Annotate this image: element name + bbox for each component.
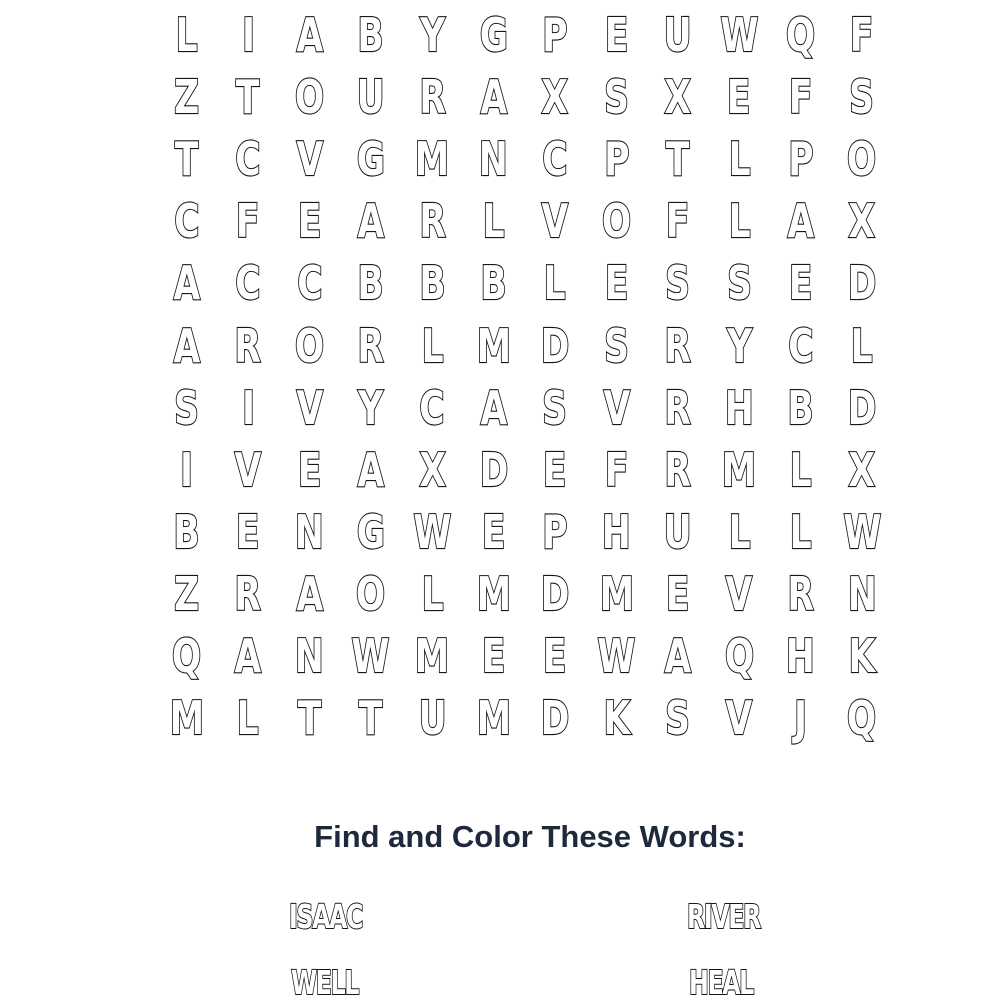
grid-letter-glyph: D [847, 380, 877, 435]
grid-letter[interactable] [402, 128, 463, 190]
grid-letter[interactable] [340, 190, 401, 252]
grid-letter-glyph: S [604, 318, 629, 373]
grid-letter-glyph: H [724, 380, 754, 435]
grid-letter[interactable] [402, 439, 463, 501]
grid-letter-glyph: D [540, 566, 570, 621]
grid-letter-glyph: A [296, 8, 323, 63]
grid-letter[interactable] [402, 687, 463, 749]
grid-letter-glyph: L [850, 318, 873, 373]
grid-letter-glyph: R [357, 318, 385, 373]
grid-letter[interactable] [217, 190, 278, 252]
grid-letter-glyph: Q [172, 628, 202, 683]
grid-letter-glyph: E [727, 70, 751, 125]
grid-letter[interactable] [831, 563, 892, 625]
grid-letter-glyph: P [542, 504, 568, 559]
grid-letter[interactable] [647, 66, 708, 128]
grid-letter-glyph: T [236, 70, 260, 125]
grid-letter[interactable] [770, 252, 831, 314]
word-list-title: Find and Color These Words: [314, 819, 746, 854]
grid-letter[interactable] [217, 66, 278, 128]
grid-letter[interactable] [831, 625, 892, 687]
grid-letter-glyph: U [418, 691, 447, 746]
grid-letter-glyph: L [789, 504, 812, 559]
grid-letter[interactable] [217, 501, 278, 563]
grid-letter-glyph: E [297, 442, 322, 497]
grid-letter[interactable] [709, 563, 770, 625]
grid-letter[interactable] [770, 625, 831, 687]
grid-letter-glyph: J [794, 691, 808, 746]
grid-letter-glyph: L [482, 194, 505, 249]
grid-letter[interactable] [524, 439, 585, 501]
grid-letter-glyph: Z [174, 566, 200, 621]
grid-letter[interactable] [586, 687, 647, 749]
grid-letter-glyph: L [728, 504, 751, 559]
grid-letter-glyph: E [236, 504, 260, 559]
grid-letter-glyph: U [356, 70, 385, 125]
grid-letter-glyph: L [728, 132, 751, 187]
grid-letter[interactable] [340, 128, 401, 190]
grid-letter-glyph: H [601, 504, 631, 559]
grid-letter-glyph: Y [726, 318, 752, 373]
grid-letter[interactable] [831, 252, 892, 314]
grid-letter-glyph: P [787, 132, 814, 187]
grid-letter-glyph: E [788, 256, 813, 311]
grid-letter-glyph: X [664, 70, 692, 125]
grid-letter-glyph: D [540, 318, 570, 373]
grid-letter[interactable] [647, 439, 708, 501]
grid-letter-glyph: M [476, 566, 511, 621]
grid-letter-glyph: V [725, 566, 753, 621]
grid-letter[interactable] [647, 687, 708, 749]
grid-letter-glyph: V [296, 132, 323, 187]
grid-letter-glyph: O [294, 318, 325, 373]
grid-letter[interactable] [831, 4, 892, 66]
grid-letter[interactable] [524, 625, 585, 687]
grid-letter-glyph: E [543, 442, 567, 497]
grid-letter[interactable] [463, 625, 524, 687]
grid-letter[interactable] [217, 314, 278, 376]
grid-letter-glyph: X [418, 442, 446, 497]
grid-letter[interactable] [647, 4, 708, 66]
grid-letter-glyph: O [356, 566, 386, 621]
grid-letter-glyph: D [479, 442, 508, 497]
grid-letter-glyph: V [541, 194, 569, 249]
grid-letter[interactable] [647, 625, 708, 687]
grid-letter-glyph: R [418, 194, 446, 249]
grid-letter[interactable] [217, 252, 278, 314]
grid-letter[interactable] [463, 252, 524, 314]
grid-letter-glyph: M [722, 442, 757, 497]
grid-letter-glyph: C [235, 132, 261, 187]
grid-letter-glyph: R [664, 442, 692, 497]
grid-letter[interactable] [340, 4, 401, 66]
grid-letter-glyph: E [481, 628, 506, 683]
grid-letter[interactable] [586, 128, 647, 190]
grid-letter[interactable] [156, 128, 217, 190]
grid-letter-glyph: Q [724, 628, 754, 683]
grid-letter[interactable] [524, 252, 585, 314]
grid-letter[interactable] [586, 563, 647, 625]
grid-letter[interactable] [831, 314, 892, 376]
grid-letter[interactable] [156, 687, 217, 749]
grid-letter[interactable] [279, 501, 340, 563]
grid-letter[interactable] [340, 66, 401, 128]
grid-letter[interactable] [770, 128, 831, 190]
grid-letter-glyph: B [480, 256, 507, 311]
grid-letter-glyph: A [480, 70, 508, 125]
grid-letter[interactable] [524, 128, 585, 190]
grid-letter[interactable] [709, 314, 770, 376]
grid-letter[interactable] [709, 66, 770, 128]
grid-letter[interactable] [831, 66, 892, 128]
grid-letter[interactable] [709, 128, 770, 190]
grid-letter-glyph: D [540, 691, 570, 746]
grid-letter-glyph: G [356, 504, 386, 559]
grid-letter[interactable] [340, 377, 401, 439]
grid-letter[interactable] [709, 625, 770, 687]
grid-letter-glyph: I [241, 380, 255, 435]
grid-letter[interactable] [709, 501, 770, 563]
grid-letter[interactable] [217, 625, 278, 687]
grid-letter[interactable] [524, 501, 585, 563]
grid-letter[interactable] [156, 563, 217, 625]
grid-letter-glyph: M [415, 628, 450, 683]
grid-letter-glyph: X [848, 194, 876, 249]
grid-letter-glyph: F [666, 194, 690, 249]
grid-letter-glyph: G [479, 8, 508, 63]
grid-letter[interactable] [463, 563, 524, 625]
grid-letter-glyph: B [357, 8, 385, 63]
grid-letter[interactable] [709, 252, 770, 314]
grid-letter[interactable] [709, 439, 770, 501]
grid-letter-glyph: M [476, 318, 511, 373]
grid-letter-glyph: O [847, 132, 877, 187]
grid-letter[interactable] [463, 501, 524, 563]
grid-letter[interactable] [831, 377, 892, 439]
grid-letter[interactable] [770, 377, 831, 439]
grid-letter-glyph: M [476, 691, 511, 746]
grid-letter[interactable] [647, 563, 708, 625]
grid-letter[interactable] [402, 563, 463, 625]
grid-letter[interactable] [402, 314, 463, 376]
grid-letter-glyph: A [173, 256, 201, 311]
grid-letter-glyph: V [603, 380, 630, 435]
grid-letter[interactable] [279, 439, 340, 501]
grid-letter[interactable] [402, 252, 463, 314]
grid-letter-glyph: O [294, 70, 325, 125]
grid-letter-glyph: S [604, 70, 629, 125]
grid-letter-glyph: V [234, 442, 262, 497]
grid-letter[interactable] [463, 4, 524, 66]
grid-letter-glyph: S [542, 380, 568, 435]
grid-letter[interactable] [340, 314, 401, 376]
grid-letter[interactable] [647, 128, 708, 190]
grid-letter[interactable] [340, 625, 401, 687]
grid-letter-glyph: W [413, 504, 452, 559]
grid-letter[interactable] [831, 128, 892, 190]
grid-letter-glyph: E [604, 8, 629, 63]
grid-letter[interactable] [217, 563, 278, 625]
grid-letter-glyph: I [180, 442, 194, 497]
grid-letter[interactable] [524, 563, 585, 625]
grid-letter[interactable] [647, 501, 708, 563]
grid-letter[interactable] [402, 66, 463, 128]
grid-letter[interactable] [217, 377, 278, 439]
grid-letter-glyph: Z [174, 70, 200, 125]
grid-letter-glyph: R [664, 380, 692, 435]
grid-letter[interactable] [463, 439, 524, 501]
grid-letter[interactable] [647, 314, 708, 376]
grid-letter-glyph: Q [847, 691, 877, 746]
grid-letter-glyph: V [725, 691, 753, 746]
grid-letter-glyph: M [169, 691, 204, 746]
grid-letter[interactable] [463, 128, 524, 190]
grid-letter[interactable] [524, 66, 585, 128]
word-list-item-heal: HEAL [689, 963, 753, 1002]
grid-letter[interactable] [463, 687, 524, 749]
grid-letter[interactable] [340, 501, 401, 563]
grid-letter-glyph: R [234, 566, 262, 621]
grid-letter-glyph: M [415, 132, 450, 187]
grid-letter-glyph: N [847, 566, 877, 621]
grid-letter-glyph: A [357, 442, 385, 497]
grid-letter-glyph: W [842, 504, 882, 559]
grid-letter[interactable] [770, 687, 831, 749]
grid-letter[interactable] [156, 190, 217, 252]
grid-letter-glyph: A [664, 628, 692, 683]
grid-letter-glyph: F [788, 70, 813, 125]
grid-letter[interactable] [463, 314, 524, 376]
grid-letter[interactable] [770, 563, 831, 625]
grid-letter-glyph: S [726, 256, 752, 311]
grid-letter-glyph: C [419, 380, 445, 435]
grid-letter[interactable] [402, 190, 463, 252]
grid-letter-glyph: B [173, 504, 200, 559]
grid-letter-glyph: L [544, 256, 567, 311]
grid-letter-glyph: T [359, 691, 383, 746]
grid-letter-glyph: R [664, 318, 692, 373]
grid-letter[interactable] [586, 314, 647, 376]
grid-letter-glyph: N [479, 132, 509, 187]
grid-letter-glyph: R [418, 70, 446, 125]
grid-letter-glyph: L [421, 566, 444, 621]
grid-letter[interactable] [463, 377, 524, 439]
grid-letter-glyph: W [351, 628, 390, 683]
grid-letter[interactable] [524, 377, 585, 439]
grid-letter[interactable] [156, 252, 217, 314]
grid-letter-glyph: V [296, 380, 323, 435]
grid-letter[interactable] [831, 190, 892, 252]
grid-letter[interactable] [586, 625, 647, 687]
grid-letter-glyph: U [663, 8, 692, 63]
grid-letter[interactable] [279, 4, 340, 66]
grid-letter[interactable] [217, 687, 278, 749]
grid-letter[interactable] [709, 190, 770, 252]
grid-letter[interactable] [647, 252, 708, 314]
grid-letter[interactable] [402, 377, 463, 439]
grid-letter[interactable] [463, 66, 524, 128]
grid-letter[interactable] [156, 377, 217, 439]
grid-letter-glyph: A [357, 194, 385, 249]
grid-letter[interactable] [217, 128, 278, 190]
grid-letter-glyph: W [720, 8, 759, 63]
grid-letter-glyph: S [174, 380, 200, 435]
grid-letter-glyph: C [174, 194, 200, 249]
grid-letter-glyph: L [421, 318, 444, 373]
grid-letter-glyph: A [296, 566, 323, 621]
grid-letter[interactable] [156, 439, 217, 501]
grid-letter[interactable] [586, 501, 647, 563]
grid-letter[interactable] [586, 66, 647, 128]
grid-letter-glyph: A [234, 628, 262, 683]
grid-letter[interactable] [279, 687, 340, 749]
grid-letter[interactable] [340, 252, 401, 314]
grid-letter-glyph: L [175, 8, 198, 63]
grid-letter[interactable] [156, 625, 217, 687]
grid-letter[interactable] [402, 4, 463, 66]
grid-letter-glyph: D [847, 256, 877, 311]
grid-letter-glyph: O [601, 194, 632, 249]
grid-letter[interactable] [586, 4, 647, 66]
grid-letter[interactable] [831, 501, 892, 563]
grid-letter[interactable] [463, 190, 524, 252]
word-list-item-isaac: ISAAC [289, 897, 362, 936]
grid-letter[interactable] [586, 377, 647, 439]
grid-letter-glyph: T [174, 132, 199, 187]
grid-letter-glyph: A [787, 194, 814, 249]
grid-letter[interactable] [217, 4, 278, 66]
grid-letter[interactable] [402, 625, 463, 687]
grid-letter-glyph: E [604, 256, 629, 311]
grid-letter-glyph: N [295, 504, 324, 559]
grid-letter-glyph: Y [358, 380, 384, 435]
grid-letter-glyph: P [603, 132, 630, 187]
word-search-grid [156, 4, 893, 749]
grid-letter-glyph: C [235, 256, 261, 311]
grid-letter-glyph: T [297, 691, 322, 746]
grid-letter[interactable] [586, 439, 647, 501]
grid-letter[interactable] [770, 439, 831, 501]
grid-letter-glyph: A [480, 380, 508, 435]
grid-letter-glyph: F [850, 8, 874, 63]
grid-letter[interactable] [770, 66, 831, 128]
grid-letter[interactable] [770, 4, 831, 66]
grid-letter[interactable] [709, 377, 770, 439]
grid-letter[interactable] [279, 66, 340, 128]
grid-letter[interactable] [279, 625, 340, 687]
grid-letter[interactable] [340, 687, 401, 749]
grid-letter-glyph: X [848, 442, 876, 497]
grid-letter[interactable] [402, 501, 463, 563]
grid-letter[interactable] [279, 377, 340, 439]
grid-letter-glyph: R [234, 318, 262, 373]
grid-letter-glyph: S [849, 70, 875, 125]
grid-letter-glyph: E [297, 194, 322, 249]
grid-letter-glyph: E [481, 504, 506, 559]
grid-letter-glyph: L [728, 194, 751, 249]
grid-letter[interactable] [156, 314, 217, 376]
grid-letter-glyph: C [542, 132, 568, 187]
word-list-item-river: RIVER [687, 897, 760, 936]
grid-letter-glyph: L [237, 691, 260, 746]
grid-letter[interactable] [156, 66, 217, 128]
grid-letter-glyph: K [848, 628, 876, 683]
grid-letter[interactable] [709, 687, 770, 749]
grid-letter-glyph: S [665, 256, 691, 311]
grid-letter-glyph: N [295, 628, 324, 683]
grid-letter[interactable] [709, 4, 770, 66]
grid-letter[interactable] [156, 4, 217, 66]
grid-letter[interactable] [524, 687, 585, 749]
grid-letter[interactable] [340, 563, 401, 625]
grid-letter-glyph: K [603, 691, 630, 746]
grid-letter-glyph: B [419, 256, 446, 311]
grid-letter[interactable] [524, 4, 585, 66]
grid-letter[interactable] [279, 190, 340, 252]
grid-letter[interactable] [647, 377, 708, 439]
grid-letter-glyph: E [543, 628, 567, 683]
grid-letter-glyph: B [787, 380, 814, 435]
grid-letter-glyph: H [786, 628, 816, 683]
grid-letter[interactable] [279, 128, 340, 190]
grid-letter[interactable] [831, 439, 892, 501]
grid-letter-glyph: X [541, 70, 569, 125]
grid-letter-glyph: C [787, 318, 814, 373]
grid-letter[interactable] [770, 190, 831, 252]
grid-letter[interactable] [831, 687, 892, 749]
grid-letter[interactable] [279, 563, 340, 625]
grid-letter[interactable] [279, 252, 340, 314]
grid-letter-glyph: C [296, 256, 323, 311]
grid-letter-glyph: I [241, 8, 255, 63]
grid-letter-glyph: F [604, 442, 629, 497]
grid-letter-glyph: A [173, 318, 201, 373]
grid-letter[interactable] [524, 190, 585, 252]
grid-letter[interactable] [524, 314, 585, 376]
grid-letter-glyph: P [542, 8, 568, 63]
grid-letter[interactable] [586, 252, 647, 314]
grid-letter-glyph: W [597, 628, 636, 683]
grid-letter-glyph: T [666, 132, 690, 187]
grid-letter[interactable] [156, 501, 217, 563]
grid-letter-glyph: B [357, 256, 385, 311]
grid-letter-glyph: Q [785, 8, 816, 63]
grid-letter[interactable] [770, 501, 831, 563]
grid-letter-glyph: G [356, 132, 386, 187]
grid-letter[interactable] [217, 439, 278, 501]
grid-letter-glyph: Y [419, 8, 445, 63]
grid-letter-glyph: E [666, 566, 690, 621]
grid-letter-glyph: F [236, 194, 260, 249]
word-list-item-well: WELL [291, 963, 358, 1002]
grid-letter-glyph: U [663, 504, 692, 559]
grid-letter-glyph: S [665, 691, 691, 746]
grid-letter-glyph: R [787, 566, 814, 621]
grid-letter[interactable] [279, 314, 340, 376]
grid-letter[interactable] [770, 314, 831, 376]
grid-letter-glyph: M [599, 566, 634, 621]
grid-letter-glyph: L [789, 442, 812, 497]
grid-letter[interactable] [647, 190, 708, 252]
grid-letter[interactable] [340, 439, 401, 501]
grid-letter[interactable] [586, 190, 647, 252]
